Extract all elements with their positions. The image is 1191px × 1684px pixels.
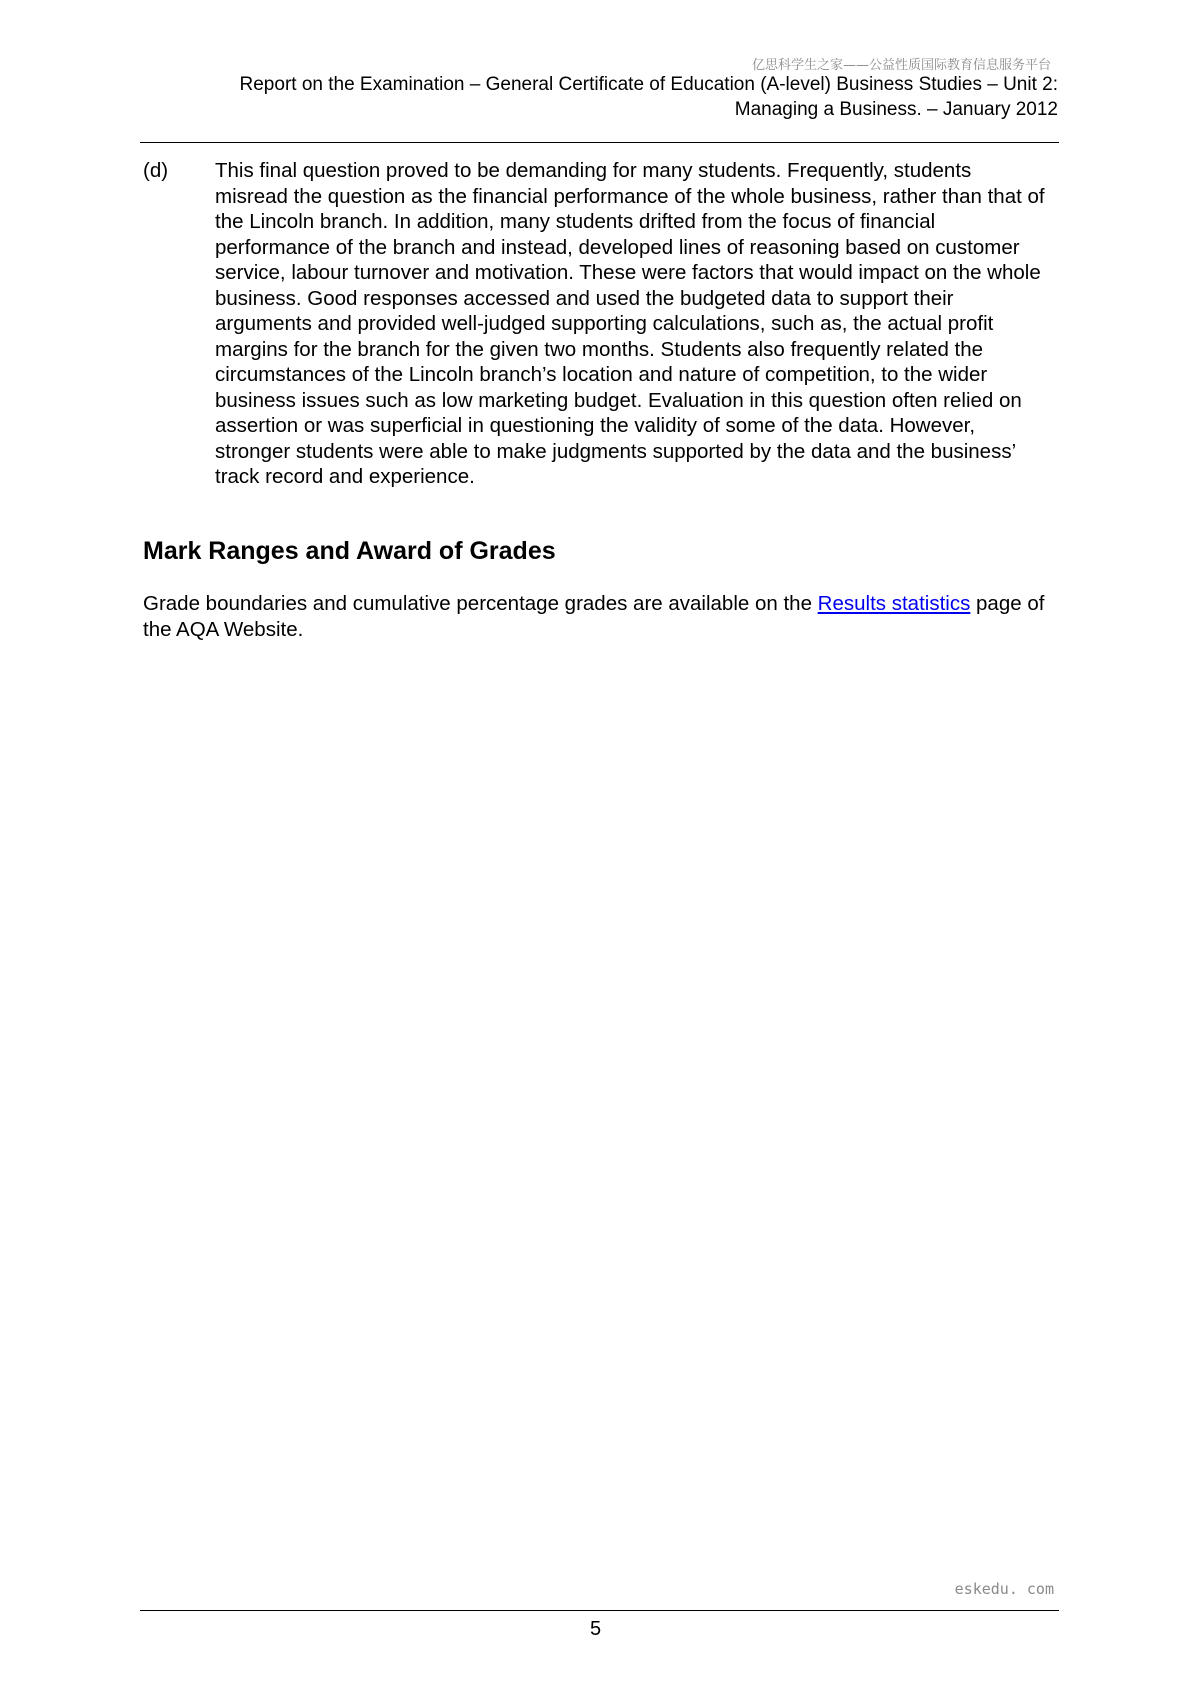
question-commentary-text: This final question proved to be demanding for many students. Frequently, students misread the question as the financial performance of the whole business, rather than that of the Lincoln branch. In addition, many students drifted from the focus of financial performance of the branch and instead, developed lines of reasoning based on customer service, labour turnover and motivation. These were factors that would impact on the whole business. Good responses accessed and used the budgeted data to support their arguments and provided well-judged supporting calculations, such as, the actual profit margins for the branch for the given two months. Students also frequently related the circumstances of the Lincoln branch’s location and nature of competition, to the wider business issues such as low marketing budget. Evaluation in this question often relied on assertion or was superficial in questioning the validity of some of the data. However, stronger students were able to make judgments supported by the data and the business’ track record and experience. [215,159,1045,488]
question-label: (d) [143,159,169,182]
paragraph-text-before-link: Grade boundaries and cumulative percentage grades are available on the [143,592,818,615]
section-heading: Mark Ranges and Award of Grades [143,537,556,565]
footer-divider [140,1610,1059,1611]
report-header-title [158,72,1058,122]
results-statistics-link[interactable]: Results statistics [817,592,971,615]
header-title-line1: Report on the Examination – General Certificate of Education (A-level) Business Studies – Unit 2: [239,74,1058,95]
header-watermark: 亿思科学生之家——公益性质国际教育信息服务平台 [751,58,1051,73]
grade-boundaries-paragraph [143,591,1048,642]
header-divider [140,142,1059,143]
paragraph-text-after-link: page of the AQA Website. [143,592,1045,641]
question-d-commentary [143,158,1048,490]
footer-watermark: eskedu. com [954,1580,1054,1598]
header-title-line2: Managing a Business. – January 2012 [734,99,1058,120]
page-number: 5 [589,1618,602,1640]
